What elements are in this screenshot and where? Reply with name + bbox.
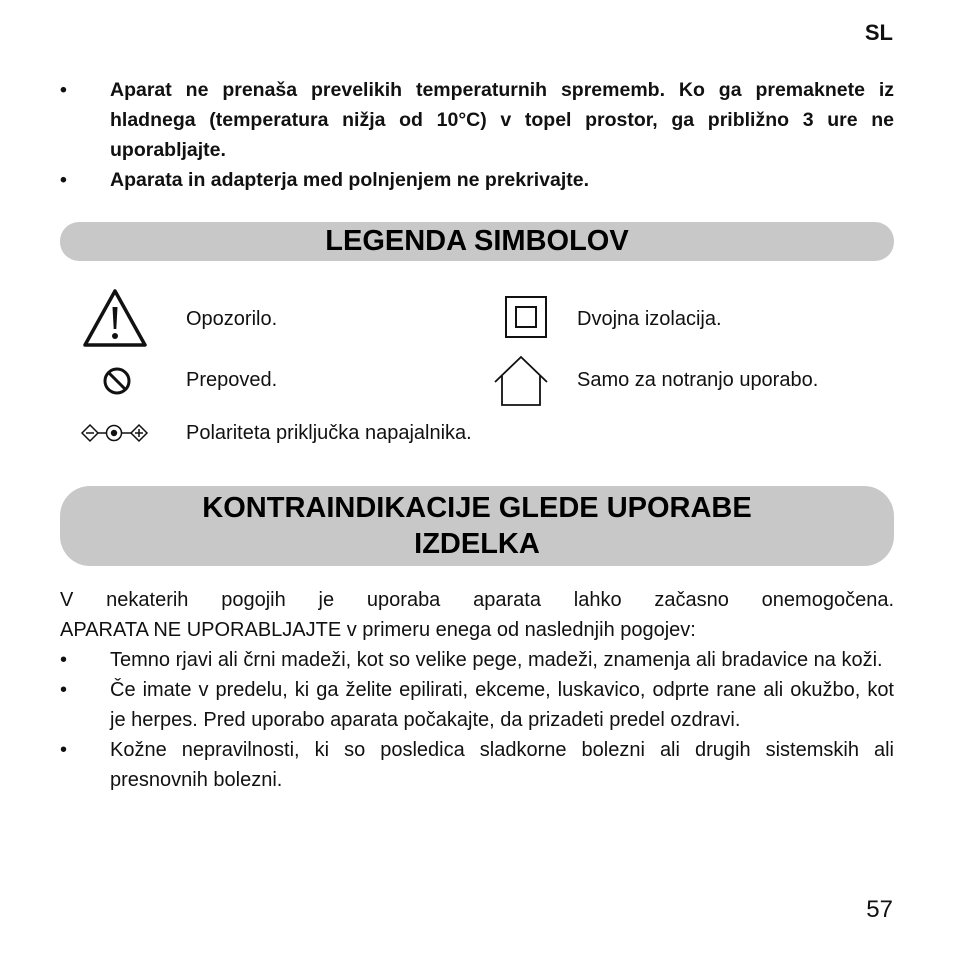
bullet: • (60, 79, 67, 101)
intro-line: APARATA NE UPORABLJAJTE v primeru enega od naslednjih pogojev: (60, 619, 696, 641)
warning-text: Aparata in adapterja med polnjenjem ne prekrivajte. (110, 169, 589, 191)
legend-label-polarity: Polariteta priključka napajalnika. (186, 422, 472, 444)
list-item (60, 675, 894, 735)
contraindications-list (60, 645, 894, 795)
bullet: • (60, 679, 68, 701)
contraindication-text: Temno rjavi ali črni madeži, kot so velike pege, madeži, znamenja ali bradavice na koži. (110, 649, 883, 671)
legend-heading: LEGENDA SIMBOLOV (60, 222, 894, 261)
polarity-icon (80, 422, 150, 449)
warning-triangle-icon (82, 288, 148, 353)
legend-label-indoor: Samo za notranjo uporabo. (577, 369, 819, 391)
contraindication-text: Kožne nepravilnosti, ki so posledica sladkorne bolezni ali drugih sistemskih ali presnovnih bolezni. (110, 739, 894, 791)
contraindications-heading (60, 486, 894, 566)
contraindications-intro (60, 585, 894, 645)
language-code: SL (864, 20, 893, 45)
contraindications-heading-line1: KONTRAINDIKACIJE GLEDE UPORABE (202, 492, 752, 524)
legend-label-prohibited: Prepoved. (186, 369, 278, 391)
legend-label-warning: Opozorilo. (186, 308, 278, 330)
intro-line: V nekaterih pogojih je uporaba aparata lahko začasno onemogočena. (60, 589, 894, 611)
page-number: 57 (866, 896, 893, 923)
list-item (60, 645, 894, 675)
house-icon (493, 355, 549, 412)
double-insulation-icon (505, 296, 547, 343)
list-item (60, 165, 894, 195)
legend-label-double-insulation: Dvojna izolacija. (577, 308, 722, 330)
prohibited-icon (102, 366, 132, 401)
bullet: • (60, 739, 68, 761)
warning-text: Aparat ne prenaša prevelikih temperaturnih sprememb. Ko ga premaknete iz hladnega (temperatura nižja od 10°C) v topel prostor, ga približno 3 ure ne uporabljajte. (110, 79, 894, 161)
list-item (60, 735, 894, 795)
list-item (60, 75, 894, 165)
contraindication-text: Če imate v predelu, ki ga želite epilirati, ekceme, luskavico, odprte rane ali okužbo, kot je herpes. Pred uporabo aparata počakajte, da prizadeti predel ozdravi. (110, 679, 894, 731)
contraindications-heading-line2: IZDELKA (414, 528, 540, 560)
bullet: • (60, 169, 67, 191)
bullet: • (60, 649, 68, 671)
warning-list (60, 75, 894, 195)
